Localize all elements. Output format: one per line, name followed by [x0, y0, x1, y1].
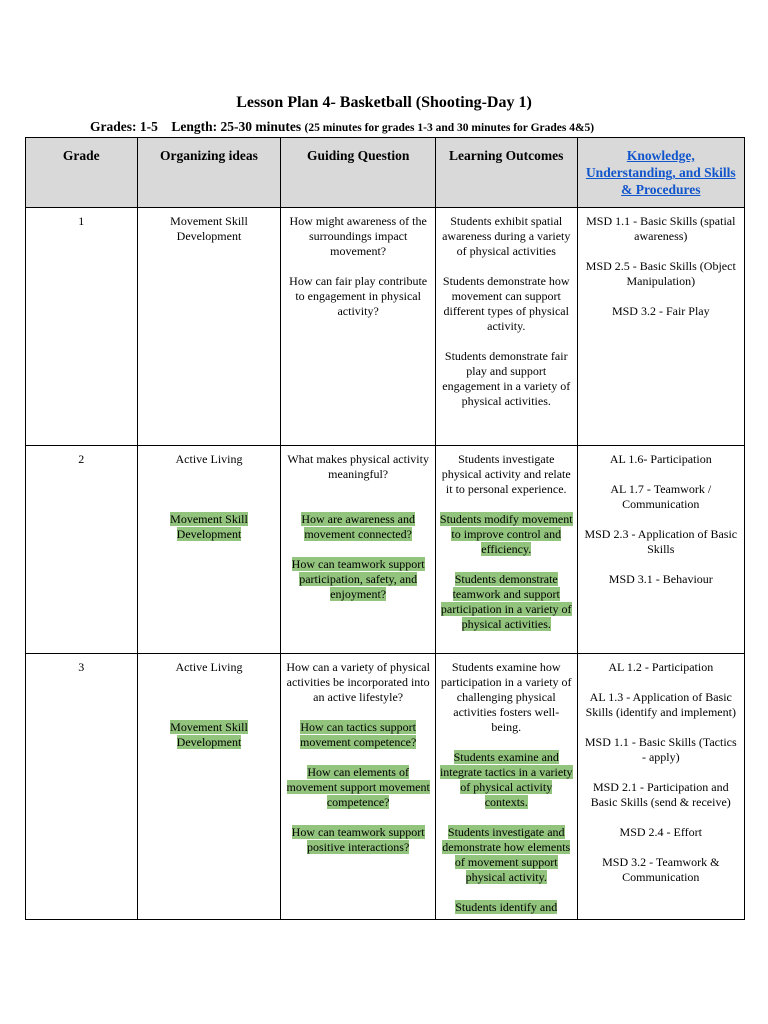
- document-subtitle: [90, 119, 594, 135]
- kusp-item: MSD 2.3 - Application of Basic Skills: [584, 527, 738, 556]
- length-label: Length: 25-30 minutes: [171, 119, 302, 134]
- guiding-question-highlighted: How are awareness and movement connected?: [301, 512, 415, 541]
- organizing-idea: Active Living: [175, 452, 243, 466]
- kusp-item: MSD 2.1 - Participation and Basic Skills (send & receive): [590, 780, 731, 809]
- kusp-item: MSD 3.1 - Behaviour: [608, 572, 713, 586]
- guiding-cell: [281, 208, 436, 446]
- learning-outcome-highlighted: Students investigate and demonstrate how elements of movement support physical activity.: [442, 825, 571, 884]
- organizing-cell: [137, 208, 281, 446]
- organizing-idea: Movement Skill Development: [170, 214, 248, 243]
- guiding-question-highlighted: How can teamwork support participation, safety, and enjoyment?: [291, 557, 425, 601]
- grade-cell: 1: [26, 208, 138, 446]
- kusp-item: AL 1.3 - Application of Basic Skills (identify and implement): [585, 690, 736, 719]
- guiding-question-highlighted: How can teamwork support positive interactions?: [291, 825, 425, 854]
- header-learning-outcomes: Learning Outcomes: [435, 138, 577, 208]
- learning-outcome-highlighted: Students demonstrate teamwork and support participation in a variety of physical activities.: [440, 572, 572, 631]
- organizing-idea-highlighted: Movement Skill Development: [170, 720, 248, 749]
- guiding-cell: [281, 446, 436, 654]
- kusp-cell: [577, 654, 744, 920]
- kusp-item: MSD 3.2 - Fair Play: [611, 304, 710, 318]
- kusp-item: AL 1.2 - Participation: [608, 660, 714, 674]
- header-kusp-link[interactable]: Knowledge, Understanding, and Skills & Procedures: [577, 138, 744, 208]
- guiding-question: How might awareness of the surroundings impact movement?: [289, 214, 427, 258]
- guiding-question: What makes physical activity meaningful?: [287, 452, 429, 481]
- kusp-item: MSD 2.5 - Basic Skills (Object Manipulation): [585, 259, 736, 288]
- organizing-cell: [137, 446, 281, 654]
- table-header-row: [26, 138, 745, 208]
- kusp-item: MSD 1.1 - Basic Skills (spatial awareness): [586, 214, 736, 243]
- guiding-question: How can fair play contribute to engagement in physical activity?: [289, 274, 428, 318]
- guiding-cell: [281, 654, 436, 920]
- organizing-idea: Active Living: [175, 660, 243, 674]
- grade-cell: 2: [26, 446, 138, 654]
- organizing-cell: [137, 654, 281, 920]
- learning-outcome-highlighted: Students identify and: [455, 900, 558, 914]
- outcomes-cell: [435, 446, 577, 654]
- organizing-idea-highlighted: Movement Skill Development: [170, 512, 248, 541]
- learning-outcome: Students demonstrate how movement can support different types of physical activity.: [442, 274, 570, 333]
- header-grade: Grade: [26, 138, 138, 208]
- outcomes-cell: [435, 208, 577, 446]
- outcomes-cell: [435, 654, 577, 920]
- kusp-item: AL 1.7 - Teamwork / Communication: [610, 482, 712, 511]
- guiding-question-highlighted: How can elements of movement support movement competence?: [286, 765, 430, 809]
- table-row: [26, 446, 745, 654]
- header-guiding-question: Guiding Question: [281, 138, 436, 208]
- learning-outcome: Students examine how participation in a variety of challenging physical activities fosters well-being.: [440, 660, 572, 734]
- kusp-item: MSD 3.2 - Teamwork & Communication: [602, 855, 720, 884]
- kusp-cell: [577, 446, 744, 654]
- table-row: [26, 654, 745, 920]
- kusp-item: AL 1.6- Participation: [609, 452, 712, 466]
- lesson-plan-table: [25, 137, 745, 920]
- learning-outcome: Students demonstrate fair play and support engagement in a variety of physical activities.: [442, 349, 571, 408]
- learning-outcome: Students investigate physical activity and relate it to personal experience.: [441, 452, 571, 496]
- header-organizing-ideas: Organizing ideas: [137, 138, 281, 208]
- table-row: [26, 208, 745, 446]
- kusp-item: MSD 1.1 - Basic Skills (Tactics - apply): [584, 735, 737, 764]
- grade-cell: 3: [26, 654, 138, 920]
- learning-outcome: Students exhibit spatial awareness during a variety of physical activities: [442, 214, 571, 258]
- learning-outcome-highlighted: Students modify movement to improve control and efficiency.: [439, 512, 573, 556]
- grades-label: Grades: 1-5: [90, 119, 158, 134]
- guiding-question-highlighted: How can tactics support movement competence?: [300, 720, 417, 749]
- document-title: Lesson Plan 4- Basketball (Shooting-Day 1): [236, 94, 532, 111]
- length-note: (25 minutes for grades 1-3 and 30 minutes for Grades 4&5): [304, 122, 595, 134]
- kusp-item: MSD 2.4 - Effort: [619, 825, 702, 839]
- learning-outcome-highlighted: Students examine and integrate tactics in a variety of physical activity contexts.: [439, 750, 573, 809]
- guiding-question: How can a variety of physical activities be incorporated into an active lifestyle?: [286, 660, 430, 704]
- kusp-cell: [577, 208, 744, 446]
